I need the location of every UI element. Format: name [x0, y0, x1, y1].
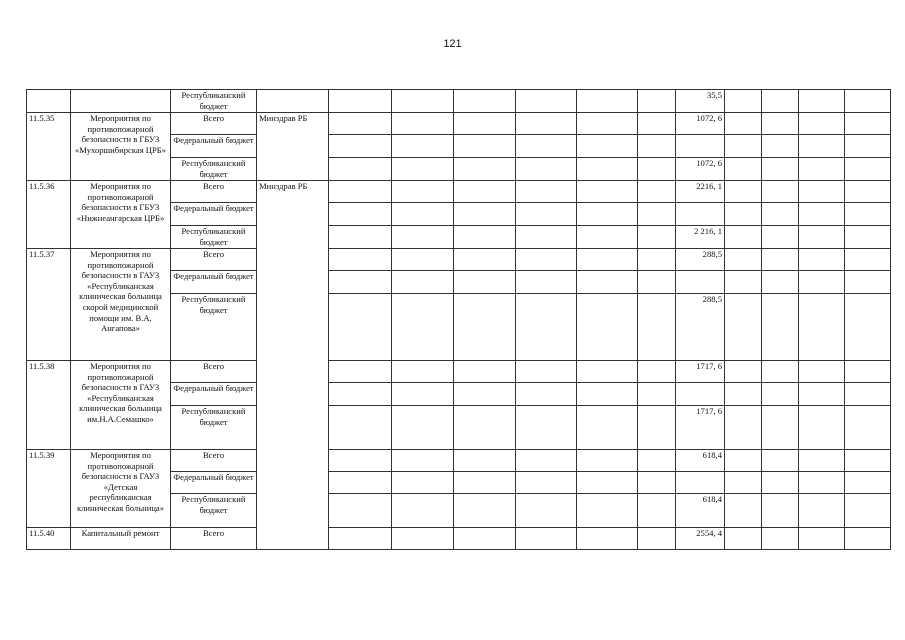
source-label: Всего [171, 181, 257, 203]
table-row [27, 113, 891, 135]
source-label: Республиканский бюджет [171, 226, 257, 249]
table-row [27, 361, 891, 383]
item-name: Мероприятия по противопожарной безопасности в ГАУЗ «Республиканская клиническая больница им.Н.А.Семашко» [71, 361, 171, 450]
source-label: Республиканский бюджет [171, 406, 257, 450]
amount-cell: 1717, 6 [676, 361, 725, 383]
amount-cell: 1072, 6 [676, 113, 725, 135]
item-number: 11.5.36 [27, 181, 71, 249]
amount-cell: 288,5 [676, 294, 725, 361]
item-number: 11.5.37 [27, 249, 71, 361]
source-label: Республиканский бюджет [171, 494, 257, 528]
source-label: Всего [171, 450, 257, 472]
amount-cell: 1717, 6 [676, 406, 725, 450]
source-label: Федеральный бюджет [171, 472, 257, 494]
source-label: Федеральный бюджет [171, 135, 257, 158]
amount-cell: 2216, 1 [676, 181, 725, 203]
table-row [27, 249, 891, 271]
amount-cell: 35,5 [676, 90, 725, 113]
executor: Минздрав РБ [257, 181, 329, 550]
item-name: Мероприятия по противопожарной безопасности в ГАУЗ «Детская республиканская клиническая больница» [71, 450, 171, 528]
item-name: Мероприятия по противопожарной безопасности в ГАУЗ «Республиканская клиническая больница скорой медицинской помощи им. В.А. Ангапова» [71, 249, 171, 361]
source-label: Федеральный бюджет [171, 203, 257, 226]
item-name: Мероприятия по противопожарной безопасности в ГБУЗ «Мухоршибирская ЦРБ» [71, 113, 171, 181]
source-label: Республиканский бюджет [171, 294, 257, 361]
item-number: 11.5.38 [27, 361, 71, 450]
source-label: Республиканский бюджет [171, 158, 257, 181]
source-label: Федеральный бюджет [171, 271, 257, 294]
table-row [27, 181, 891, 203]
item-number: 11.5.35 [27, 113, 71, 181]
table-row [27, 90, 891, 113]
amount-cell: 2554, 4 [676, 528, 725, 550]
table-row [27, 450, 891, 472]
executor: Минздрав РБ [257, 113, 329, 181]
amount-cell: 1072, 6 [676, 158, 725, 181]
source-label: Всего [171, 113, 257, 135]
source-label: Республиканский бюджет [171, 90, 257, 113]
source-label: Всего [171, 249, 257, 271]
source-label: Всего [171, 528, 257, 550]
source-label: Федеральный бюджет [171, 383, 257, 406]
item-name: Мероприятия по противопожарной безопасности в ГБУЗ «Нижнеангарская ЦРБ» [71, 181, 171, 249]
amount-cell: 618,4 [676, 494, 725, 528]
item-name: Капитальный ремонт [71, 528, 171, 550]
table-row [27, 528, 891, 550]
amount-cell: 618,4 [676, 450, 725, 472]
amount-cell: 2 216, 1 [676, 226, 725, 249]
source-label: Всего [171, 361, 257, 383]
budget-table [26, 89, 891, 550]
item-number: 11.5.39 [27, 450, 71, 528]
page-number: 121 [443, 38, 462, 50]
item-number: 11.5.40 [27, 528, 71, 550]
amount-cell: 288,5 [676, 249, 725, 271]
